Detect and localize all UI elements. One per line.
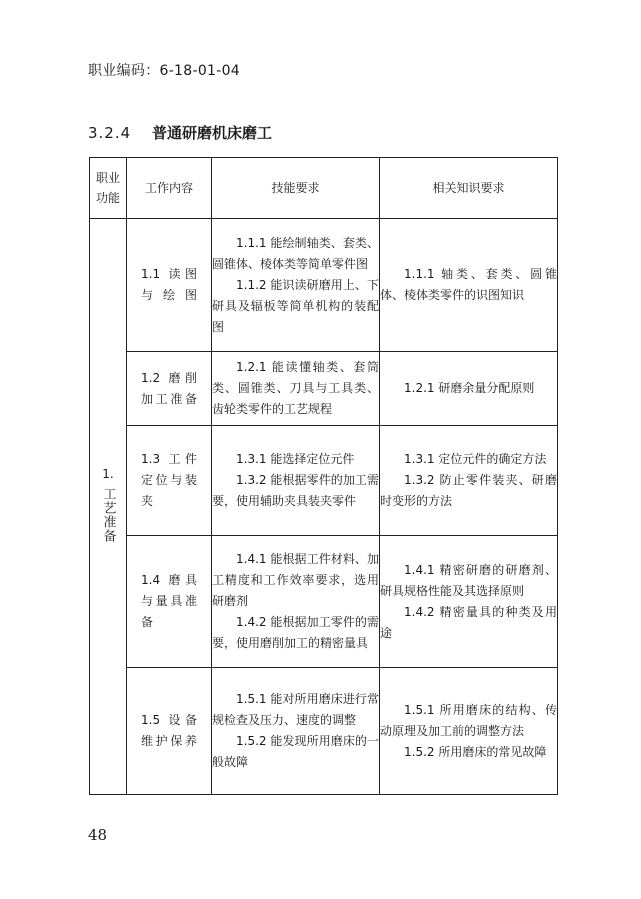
work-content-cell: 1.2 磨削加工准备 (127, 352, 212, 426)
column-header-skills: 技能要求 (212, 158, 380, 219)
table-row (90, 668, 558, 795)
knowledge-cell (380, 219, 558, 352)
skills-cell (212, 219, 380, 352)
knowledge-item: 1.4.2 精密量具的种类及用途 (380, 604, 557, 640)
skill-item: 1.4.2 能根据加工零件的需要，使用磨削加工的精密量具 (212, 615, 379, 650)
skill-item: 1.4.1 能根据工件材料、加工精度和工作效率要求，选用研磨剂 (212, 552, 379, 608)
skill-standard-table (89, 157, 558, 795)
table-row (90, 352, 558, 426)
skills-cell (212, 352, 380, 426)
knowledge-item: 1.1.1 轴类、套类、圆锥体、棱体类零件的识图知识 (380, 267, 557, 302)
knowledge-cell (380, 426, 558, 536)
skill-item: 1.1.1 能绘制轴类、套类、圆锥体、棱体类等简单零件图 (212, 235, 379, 271)
job-code: 职业编码：6-18-01-04 (88, 63, 241, 79)
knowledge-item: 1.5.1 所用磨床的结构、传动原理及加工前的调整方法 (380, 702, 557, 738)
skill-item: 1.5.2 能发现所用磨床的一般故障 (212, 734, 379, 769)
work-content-cell: 1.1 读图与绘图 (127, 219, 212, 352)
skills-cell (212, 668, 380, 795)
section-number: 3.2.4 (88, 124, 132, 142)
column-header-knowledge: 相关知识要求 (380, 158, 558, 219)
knowledge-item: 1.3.1 定位元件的确定方法 (404, 452, 547, 466)
knowledge-cell (380, 668, 558, 795)
table-row (90, 536, 558, 668)
skill-item: 1.1.2 能识读研磨用上、下研具及辐板等简单机构的装配图 (212, 277, 379, 334)
knowledge-cell (380, 352, 558, 426)
knowledge-item: 1.4.1 精密研磨的研磨剂、研具规格性能及其选择原则 (380, 562, 557, 598)
skill-item: 1.3.2 能根据零件的加工需要，使用辅助夹具装夹零件 (212, 473, 379, 508)
table-row (90, 219, 558, 352)
knowledge-item: 1.3.2 防止零件装夹、研磨时变形的方法 (380, 473, 557, 508)
function-cell (90, 219, 127, 795)
work-content-cell: 1.3 工件定位与装夹 (127, 426, 212, 536)
function-name: 工艺准备 (100, 486, 116, 543)
skill-item: 1.2.1 能读懂轴类、套筒类、圆锥类、刀具与工具类、齿轮类零件的工艺规程 (212, 360, 379, 416)
column-header-content: 工作内容 (127, 158, 212, 219)
skill-item: 1.5.1 能对所用磨床进行常规检查及压力、速度的调整 (212, 692, 379, 727)
section-heading (88, 122, 272, 143)
work-content-cell: 1.4 磨具与量具准备 (127, 536, 212, 668)
function-number: 1. (102, 466, 114, 481)
knowledge-item: 1.2.1 研磨余量分配原则 (404, 381, 535, 395)
skills-cell (212, 426, 380, 536)
table-header-row (90, 158, 558, 219)
skills-cell (212, 536, 380, 668)
section-title: 普通研磨机床磨工 (152, 124, 273, 142)
knowledge-item: 1.5.2 所用磨床的常见故障 (404, 744, 547, 759)
page-number: 48 (88, 826, 108, 844)
work-content-cell: 1.5 设备维护保养 (127, 668, 212, 795)
skill-item: 1.3.1 能选择定位元件 (236, 452, 355, 466)
knowledge-cell (380, 536, 558, 668)
column-header-function: 职业功能 (90, 158, 127, 219)
table-row (90, 426, 558, 536)
